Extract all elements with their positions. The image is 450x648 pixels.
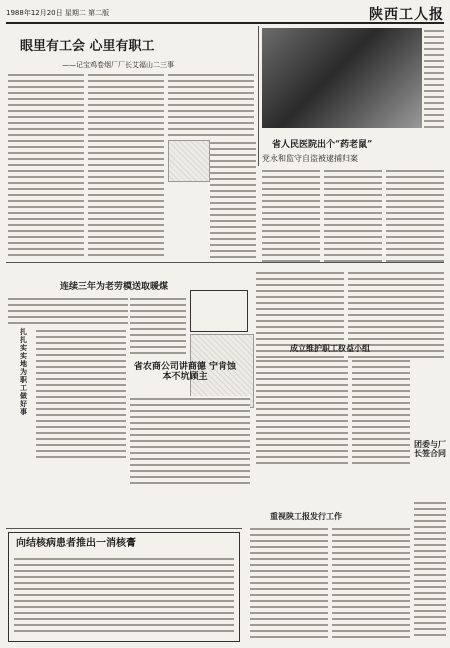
subhead-a1: ——记宝鸡卷烟厂厂长艾福山二三事	[62, 61, 174, 69]
headline-a8: 重视陕工报发行工作	[270, 511, 342, 521]
headline-a4: 省农商公司讲商德 宁肯蚀本不坑顾主	[133, 362, 237, 383]
masthead	[6, 6, 444, 24]
photo-caption-vertical	[424, 28, 444, 128]
article-body-a3-col2	[130, 296, 186, 356]
article-body-a7	[14, 556, 234, 634]
article-body-a2-col1	[262, 168, 320, 266]
article-body-a5-col2	[352, 358, 410, 468]
article-body-a6	[414, 500, 446, 640]
headline-a2: 省人民医院出个“药老鼠”	[272, 140, 373, 150]
headline-a5: 成立维护职工权益小组	[290, 343, 370, 353]
article-body-a3	[8, 296, 128, 326]
headline-a7: 向结核病患者推出一消核膏	[16, 538, 136, 549]
article-body-a9	[36, 328, 126, 462]
issue-date: 1988年12月20日 星期二 第二版	[6, 9, 110, 17]
article-body-a1-col2	[88, 72, 164, 258]
sketch-illustration	[168, 140, 210, 182]
article-body-a2-col2	[324, 168, 382, 266]
article-body-a2-col3	[386, 168, 444, 266]
headline-a9: 扎扎实实地为职工做好事	[20, 327, 27, 417]
headline-a6: 团委与厂长签合同	[414, 439, 446, 459]
headline-a1: 眼里有工会 心里有职工	[20, 39, 155, 54]
photo-portrait	[262, 28, 422, 128]
column-divider	[258, 26, 259, 166]
article-body-a8-col1	[250, 526, 328, 640]
subhead-a2: 党永和监守自盗被逮捕归案	[262, 154, 358, 163]
paper-name-logo: 陕西工人报	[369, 7, 444, 23]
article-body-a5-col1	[256, 358, 348, 468]
article-body-a1-col1	[8, 72, 84, 258]
article-body-a4	[130, 396, 250, 486]
article-body-a1-col3	[168, 72, 254, 142]
headline-a3: 连续三年为老劳模送取暖煤	[60, 282, 169, 292]
section-divider	[6, 262, 444, 263]
article-body-a1-col4	[210, 140, 256, 258]
article-body-a8-col2	[332, 526, 410, 640]
bottom-divider-left	[6, 528, 242, 529]
notice-box	[190, 290, 248, 332]
